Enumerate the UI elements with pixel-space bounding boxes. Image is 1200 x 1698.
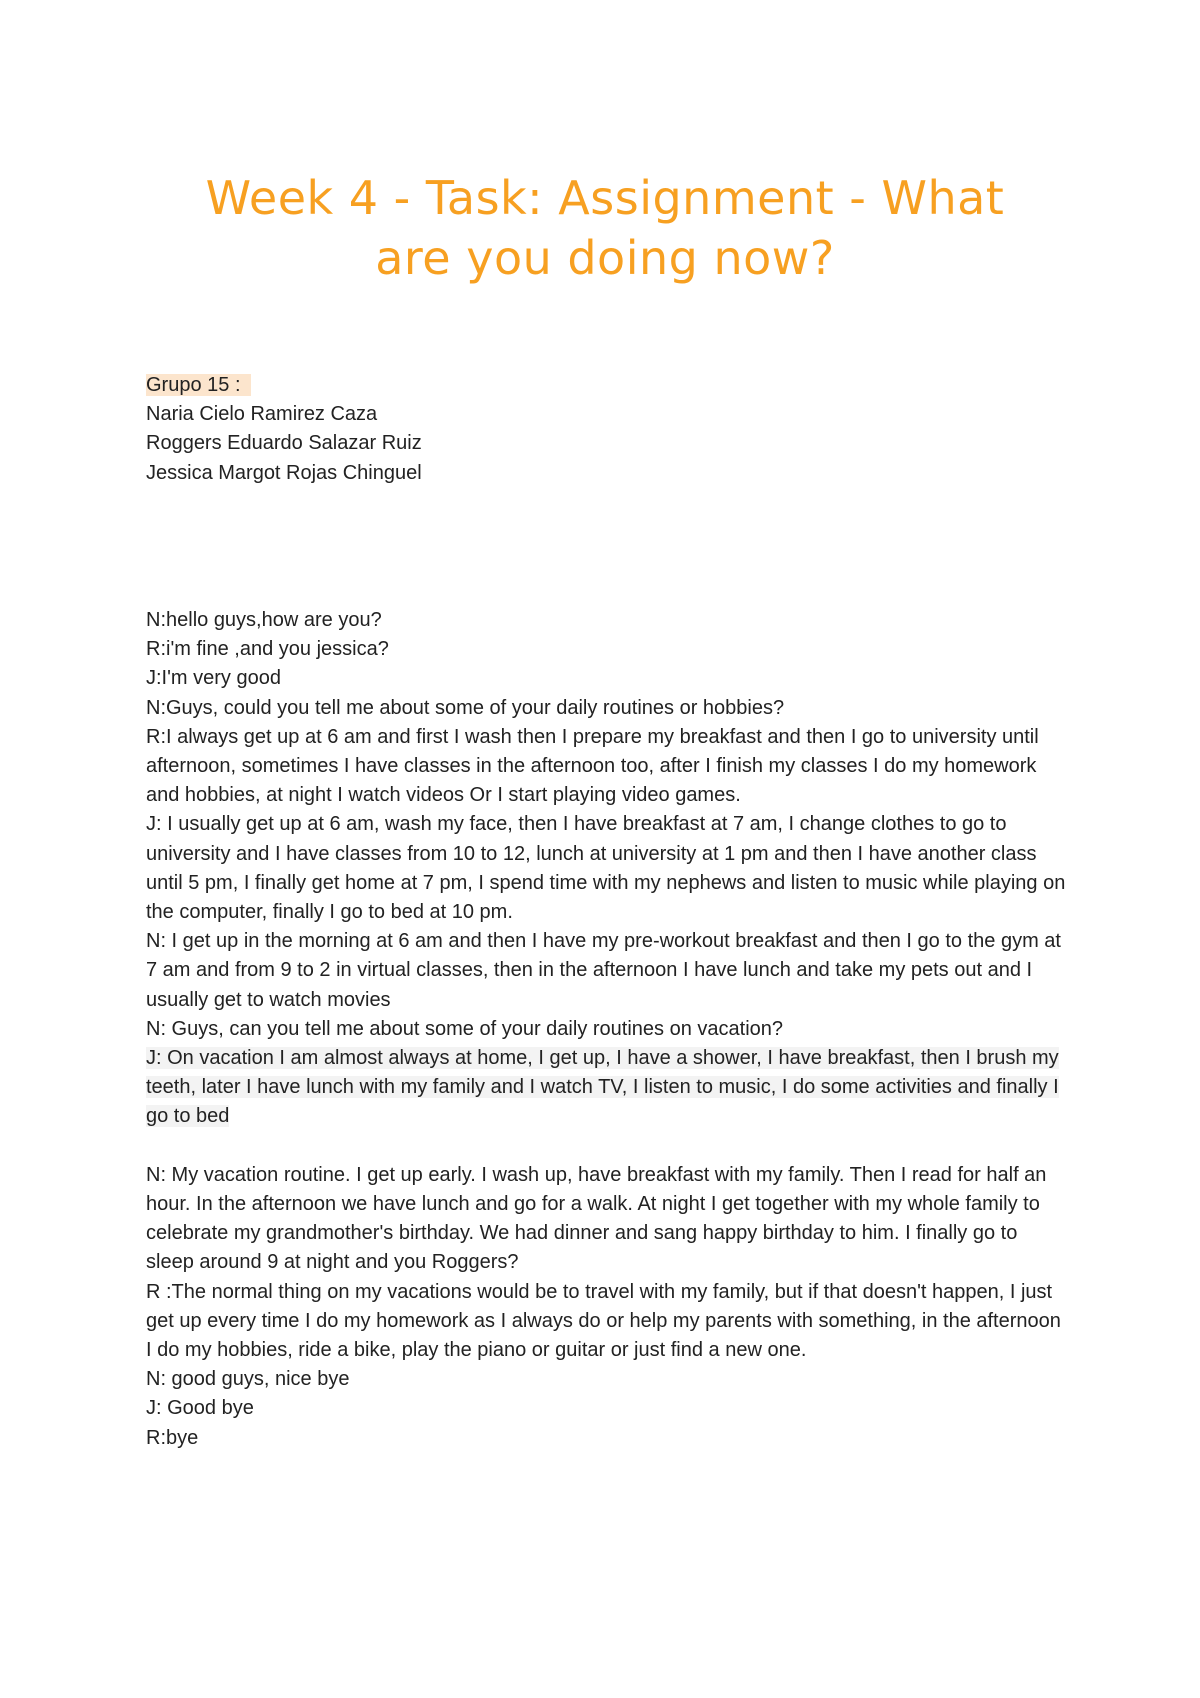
dialogue-line: N: My vacation routine. I get up early. I wash up, have breakfast with my family. Then I read for half an hour. In the afternoon we have lunch and go for a walk. At night I get together with my whole family to celebrate my grandmother's birthday. We had dinner and sang happy birthday to him. I finally go to sleep around 9 at night and you Roggers? — [146, 1163, 1047, 1274]
dialogue-line: N: Guys, can you tell me about some of your daily routines on vacation? — [146, 1017, 784, 1040]
dialogue-line: J: I usually get up at 6 am, wash my face, then I have breakfast at 7 am, I change clothes to go to university and I have classes from 10 to 12, lunch at university at 1 pm and then I have another class until 5 pm, I finally get home at 7 pm, I spend time with my nephews and listen to music while playing on the computer, finally I go to bed at 10 pm. — [146, 813, 1066, 924]
title-line-1: Week 4 - Task: Assignment - What — [205, 171, 1005, 225]
dialogue-line: N:hello guys,how are you? — [146, 609, 382, 631]
paragraph-spacer — [146, 1132, 1066, 1161]
group-members-block — [146, 371, 1046, 488]
group-member: Naria Cielo Ramirez Caza — [146, 403, 378, 426]
group-member: Roggers Eduardo Salazar Ruiz — [146, 432, 422, 455]
dialogue-line: R:bye — [146, 1426, 199, 1449]
dialogue-line: N:Guys, could you tell me about some of your daily routines or hobbies? — [146, 696, 785, 719]
document-title — [130, 168, 1080, 288]
dialogue-line-highlighted: J: On vacation I am almost always at home, I get up, I have a shower, I have breakfast, then I brush my teeth, later I have lunch with my family and I watch TV, I listen to music, I do some activities and finally I go to bed — [146, 1047, 1059, 1128]
dialogue-line: R:I always get up at 6 am and first I wash then I prepare my breakfast and then I go to university until afternoon, sometimes I have classes in the afternoon too, after I finish my classes I do my homework and hobbies, at night I watch videos Or I start playing video games. — [146, 725, 1039, 807]
group-member: Jessica Margot Rojas Chinguel — [146, 461, 422, 484]
dialogue-line: J: Good bye — [146, 1397, 254, 1420]
dialogue-line: N: I get up in the morning at 6 am and then I have my pre-workout breakfast and then I go to the gym at 7 am and from 9 to 2 in virtual classes, then in the afternoon I have lunch and take my pets out and I usually get to watch movies — [146, 930, 1061, 1011]
dialogue-line: J:I'm very good — [146, 667, 281, 690]
dialogue-line: R:i'm fine ,and you jessica? — [146, 638, 389, 661]
dialogue-line: N: good guys, nice bye — [146, 1368, 350, 1391]
dialogue-block — [146, 606, 1066, 1453]
title-line-2: are you doing now? — [375, 231, 835, 285]
group-label: Grupo 15 : — [146, 374, 251, 396]
dialogue-line: R :The normal thing on my vacations would be to travel with my family, but if that doesn't happen, I just get up every time I do my homework as I always do or help my parents with something, in the afternoon I do my hobbies, ride a bike, play the piano or guitar or just find a new one. — [146, 1280, 1061, 1362]
